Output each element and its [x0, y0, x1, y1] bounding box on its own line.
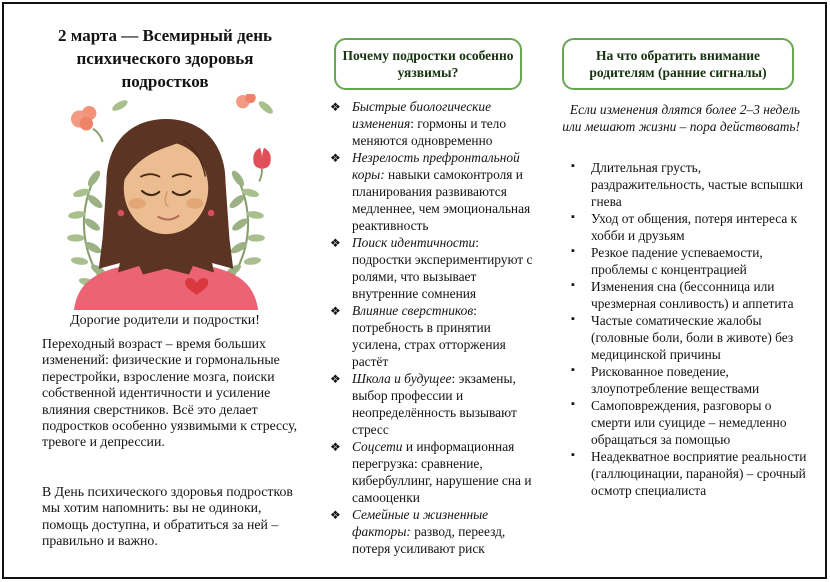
section-header-parent-signals: На что обратить внимание родителям (ранние сигналы) [562, 38, 794, 90]
flower-top-right [236, 94, 275, 116]
diamond-bullet-icon: ❖ [330, 151, 341, 165]
list-item: ▪ Частые соматические жалобы (головные боли, боли в животе) без медицинской причины [571, 313, 794, 362]
square-bullet-icon: ▪ [571, 449, 575, 461]
square-bullet-icon: ▪ [571, 364, 575, 376]
diamond-bullet-icon: ❖ [330, 440, 341, 454]
list-item: ▪ Резкое падение успеваемости, проблемы с концентрацией [571, 245, 763, 277]
diamond-bullet-icon: ❖ [330, 100, 341, 114]
vulnerability-reasons-list [330, 98, 540, 557]
list-item: ❖ Семейные и жизненные факторы: развод, переезд, потеря усиливают риск [330, 507, 506, 556]
early-signals-list [563, 159, 810, 499]
intro-paragraph-1: Переходный возраст – время больших изменений: физические и гормональные перестройки, взросление мозга, поиски собственной идентичности и усиление влияния сверстников. Всё это делает подростков особенно уязвимыми к стрессу, тревоге и депрессии. [42, 336, 298, 450]
square-bullet-icon: ▪ [571, 313, 575, 325]
square-bullet-icon: ▪ [571, 279, 575, 291]
list-item: ❖ Поиск идентичности: подростки экспериментируют с ролями, что вызывает внутренние сомнения [330, 235, 533, 301]
list-item: ❖ Школа и будущее: экзамены, выбор профессии и неопределённость вызывают стресс [330, 371, 517, 437]
square-bullet-icon: ▪ [571, 245, 575, 257]
list-item: ❖ Влияние сверстников: потребность в принятии усилена, страх отторжения растёт [330, 303, 506, 369]
diamond-bullet-icon: ❖ [330, 304, 341, 318]
list-item: ▪ Изменения сна (бессонница или чрезмерная сонливость) и аппетита [571, 279, 794, 311]
intro-paragraph-2: В День психического здоровья подростков мы хотим напомнить: вы не одиноки, помощь доступна, и обратиться за ней – правильно и важно. [42, 484, 293, 549]
warning-note: Если изменения длятся более 2–3 недель или мешают жизни – пора действовать! [562, 102, 800, 134]
leaf-branch-right [224, 169, 265, 288]
list-item: ▪ Рискованное поведение, злоупотребление веществами [571, 364, 760, 396]
leaf-sprig [111, 98, 130, 113]
girl-figure [74, 119, 258, 310]
section-header-why-vulnerable: Почему подростки особенно уязвимы? [334, 38, 522, 90]
diamond-bullet-icon: ❖ [330, 372, 341, 386]
list-item: ❖ Незрелость префронтальной коры: навыки самоконтроля и планирования развиваются медленнее, чем эмоциональная реактивность [330, 150, 531, 233]
flower-top-left [71, 106, 103, 142]
earring-right [208, 210, 215, 217]
list-item: ▪ Уход от общения, потеря интереса к хобби и друзьям [571, 211, 798, 243]
greeting-line: Дорогие родители и подростки! [70, 313, 260, 328]
list-item: ▪ Самоповреждения, разговоры о смерти или суициде – немедленно обращаться за помощью [571, 398, 787, 447]
list-item: ❖ Быстрые биологические изменения: гормоны и тело меняются одновременно [330, 99, 507, 148]
square-bullet-icon: ▪ [571, 398, 575, 410]
earring-left [118, 210, 125, 217]
list-item: ❖ Соцсети и информационная перегрузка: сравнение, кибербуллинг, нарушение сна и самооценки [330, 439, 532, 505]
flower-right-red [253, 148, 270, 182]
girl-illustration [46, 94, 286, 310]
square-bullet-icon: ▪ [571, 160, 575, 172]
square-bullet-icon: ▪ [571, 211, 575, 223]
diamond-bullet-icon: ❖ [330, 508, 341, 522]
girl-illustration-svg [46, 94, 286, 310]
list-item: ▪ Неадекватное восприятие реальности (галлюцинации, паранойя) – срочный осмотр специалиста [571, 449, 807, 498]
list-item: ▪ Длительная грусть, раздражительность, частые вспышки гнева [571, 160, 804, 209]
diamond-bullet-icon: ❖ [330, 236, 341, 250]
leaf-branch-left [67, 169, 108, 288]
page-title: 2 марта — Всемирный день психического здоровья подростков [57, 26, 272, 91]
